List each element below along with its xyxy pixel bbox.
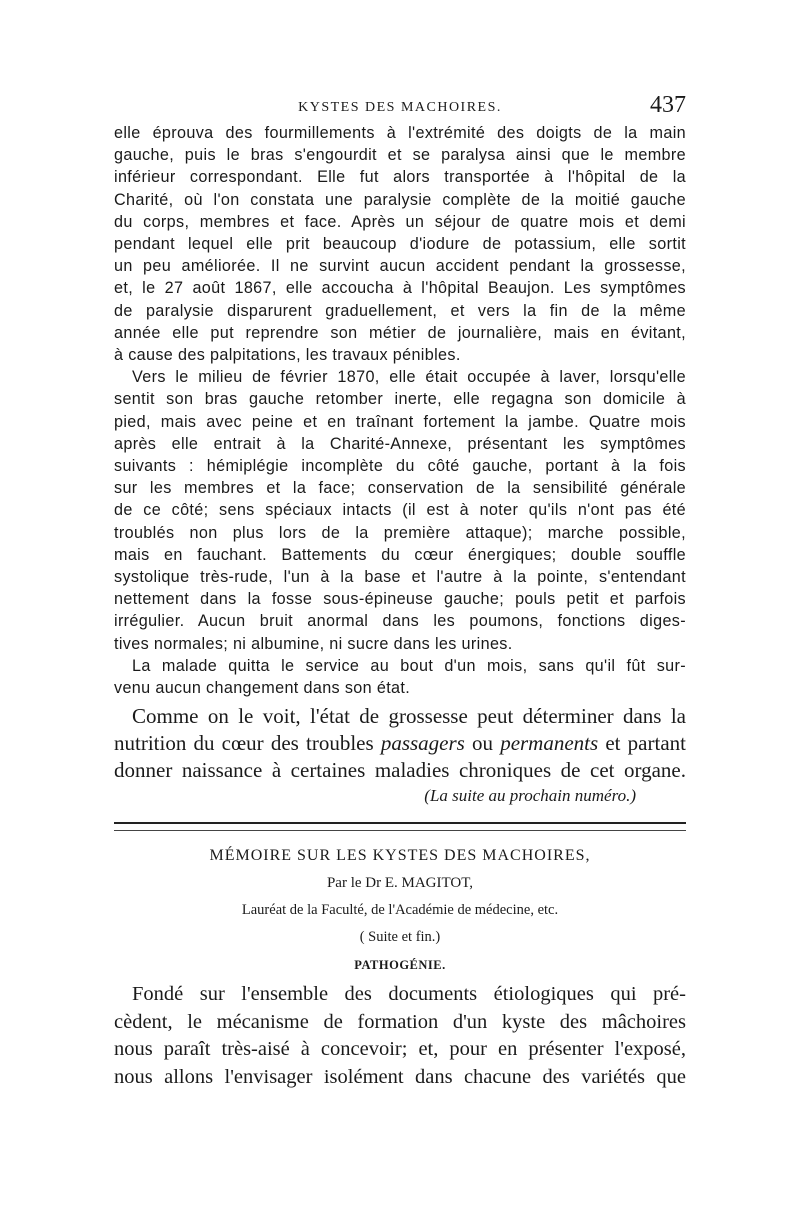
text-line: irrégulier. Aucun bruit anormal dans les poumons, fonctions diges-	[114, 612, 686, 631]
text-segment: ou	[464, 731, 501, 756]
running-title: KYSTES DES MACHOIRES.	[298, 100, 502, 115]
text-line: nous allons l'envisager isolément dans chacune des variétés que	[114, 1065, 686, 1088]
author-affiliation: Lauréat de la Faculté, de l'Académie de médecine, etc.	[241, 902, 559, 919]
continued-note: (La suite au prochain numéro.)	[424, 786, 636, 806]
text-line: et, le 27 août 1867, elle accoucha à l'hôpital Beaujon. Les symptômes	[114, 279, 686, 298]
text-segment: nutrition du cœur des troubles	[114, 731, 381, 756]
text-line: un peu améliorée. Il ne survint aucun accident pendant la grossesse,	[114, 257, 686, 276]
paragraph-2	[114, 366, 686, 655]
paragraph-3	[114, 655, 686, 699]
text-line: systolique très-rude, l'un à la base et l'autre à la pointe, s'entendant	[114, 568, 686, 587]
text-line: du corps, membres et face. Après un séjour de quatre mois et demi	[114, 212, 686, 231]
page	[114, 92, 686, 1091]
text-line: de paralysie disparurent graduellement, et vers la fin de la même	[114, 301, 686, 320]
text-line: donner naissance à certaines maladies chroniques de cet organe.	[114, 758, 686, 783]
text-line: après elle entrait à la Charité-Annexe, présentant les symptômes	[114, 434, 686, 453]
section-heading: PATHOGÉNIE.	[354, 958, 446, 973]
text-line: à cause des palpitations, les travaux pénibles.	[114, 346, 461, 365]
text-line: cèdent, le mécanisme de formation d'un kyste des mâchoires	[114, 1010, 686, 1033]
running-head	[114, 92, 686, 122]
text-line: de ce côté; sens spéciaux intacts (il est à noter qu'ils n'ont pas été	[114, 501, 686, 520]
text-line: sur les membres et la face; conservation de la sensibilité générale	[114, 479, 686, 498]
text-line: année elle put reprendre son métier de journalière, mais en évitant,	[114, 323, 686, 342]
text-line: suivants : hémiplégie incomplète du côté gauche, portant à la fois	[114, 457, 686, 476]
article-author: Par le Dr E. MAGITOT,	[326, 875, 474, 892]
article-title: MÉMOIRE SUR LES KYSTES DES MACHOIRES,	[209, 847, 591, 865]
text-line: nettement dans la fosse sous-épineuse gauche; pouls petit et parfois	[114, 590, 686, 609]
text-line: sentit son bras gauche retomber inerte, elle regagna son domicile à	[114, 390, 686, 409]
text-line: Comme on le voit, l'état de grossesse peut déterminer dans la	[132, 704, 686, 729]
conclusion-paragraph	[114, 703, 686, 784]
text-line: venu aucun changement dans son état.	[114, 679, 411, 698]
text-line: elle éprouva des fourmillements à l'extrémité des doigts de la main	[114, 124, 686, 142]
paragraph-4	[114, 981, 686, 1091]
text-line: Fondé sur l'ensemble des documents étiologiques qui pré-	[132, 983, 686, 1006]
text-line: pendant lequel elle prit beaucoup d'iodure de potassium, elle sortit	[114, 235, 686, 254]
continuation-note: ( Suite et fin.)	[359, 929, 441, 946]
text-line: pied, mais avec peine et en traînant fortement la jambe. Quatre mois	[114, 412, 686, 431]
text-line: nous paraît très-aisé à concevoir; et, pour en présenter l'exposé,	[114, 1038, 686, 1061]
text-line: La malade quitta le service au bout d'un mois, sans qu'il fût sur-	[132, 656, 686, 675]
text-line: Vers le milieu de février 1870, elle était occupée à laver, lorsqu'elle	[132, 368, 686, 387]
text-line	[114, 730, 686, 757]
text-line: mais en fauchant. Battements du cœur énergiques; double souffle	[114, 545, 686, 564]
italic-term: passagers	[380, 731, 465, 756]
text-segment: et partant	[598, 731, 686, 756]
italic-term: permanents	[500, 731, 599, 756]
section-divider	[114, 822, 686, 831]
text-line: gauche, puis le bras s'engourdit et se paralysa ainsi que le membre	[114, 146, 686, 165]
paragraph-1	[114, 122, 686, 366]
text-line: tives normales; ni albumine, ni sucre dans les urines.	[114, 634, 513, 653]
text-line: Charité, où l'on constata une paralysie complète de la moitié gauche	[114, 190, 686, 209]
text-line: troublés non plus lors de la première attaque); marche possible,	[114, 523, 686, 542]
page-number: 437	[650, 92, 686, 118]
text-line: inférieur correspondant. Elle fut alors transportée à l'hôpital de la	[114, 168, 686, 187]
